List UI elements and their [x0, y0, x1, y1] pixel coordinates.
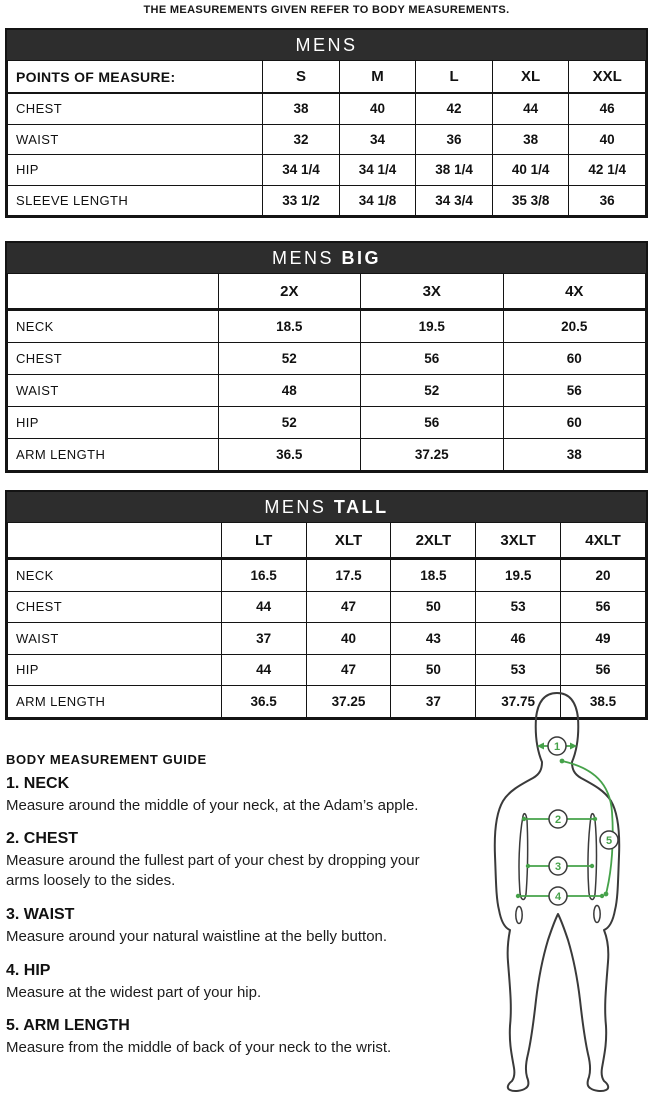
measure-value: 36 [416, 124, 493, 155]
measure-value: 56 [361, 343, 503, 375]
guide-item [6, 962, 456, 1003]
measure-label: WAIST [8, 375, 219, 407]
guide-item-text: Measure from the middle of back of your neck to the wrist. [6, 1039, 392, 1057]
size-tables [0, 28, 653, 720]
measure-value: 38 [263, 93, 340, 124]
measure-value: 38 [503, 439, 646, 471]
measure-value: 34 1/4 [263, 155, 340, 186]
measure-value: 20 [561, 559, 646, 592]
measure-value: 60 [503, 407, 646, 439]
size-column-header: XXL [569, 61, 646, 94]
measure-value: 47 [306, 591, 391, 623]
hand-gap-left [516, 907, 522, 924]
measure-value: 52 [218, 343, 360, 375]
measure-value: 33 1/2 [263, 185, 340, 216]
marker-1: 1 [553, 741, 561, 753]
measure-row [8, 93, 646, 124]
arm-gap-right [588, 814, 597, 900]
measure-value: 37 [391, 686, 476, 718]
measure-label: ARM LENGTH [8, 439, 219, 471]
measure-row [8, 124, 646, 155]
measure-value: 20.5 [503, 310, 646, 343]
hand-gap-right [594, 906, 600, 923]
measure-value: 19.5 [476, 559, 561, 592]
measure-value: 42 [416, 93, 493, 124]
size-column-header: L [416, 61, 493, 94]
corner-label [8, 274, 219, 310]
guide-item-heading: 4. HIP [6, 961, 51, 979]
measure-value: 46 [476, 623, 561, 655]
measure-value: 47 [306, 654, 391, 686]
measure-value: 34 3/4 [416, 185, 493, 216]
arm-gap-left [519, 814, 528, 900]
measure-row [8, 155, 646, 186]
measure-value: 37.25 [361, 439, 503, 471]
guide-item [6, 775, 456, 816]
measure-row [8, 185, 646, 216]
guide-item-text: Measure around the middle of your neck, at the Adam’s apple. [6, 796, 419, 814]
measure-value: 19.5 [361, 310, 503, 343]
measure-value: 50 [391, 591, 476, 623]
measure-value: 34 1/4 [339, 155, 416, 186]
measure-value: 48 [218, 375, 360, 407]
marker-3: 3 [554, 861, 562, 873]
measure-label: ARM LENGTH [8, 686, 222, 718]
measure-value: 38 1/4 [416, 155, 493, 186]
guide-item-text: Measure around your natural waistline at the belly button. [6, 927, 388, 945]
measure-value: 49 [561, 623, 646, 655]
measure-value: 53 [476, 654, 561, 686]
measure-value: 35 3/8 [492, 185, 569, 216]
measure-value: 44 [221, 654, 306, 686]
measure-value: 38.5 [561, 686, 646, 718]
measure-label: WAIST [8, 623, 222, 655]
measure-label: CHEST [8, 591, 222, 623]
measure-value: 32 [263, 124, 340, 155]
size-column-header: 4XLT [561, 523, 646, 559]
measure-value: 37.25 [306, 686, 391, 718]
size-column-header: S [263, 61, 340, 94]
measure-label: HIP [8, 407, 219, 439]
guide-item [6, 906, 456, 947]
size-column-header: M [339, 61, 416, 94]
size-table-mens-tall [5, 490, 648, 720]
marker-4: 4 [554, 891, 562, 903]
measure-value: 53 [476, 591, 561, 623]
measure-row [8, 343, 646, 375]
table-title-mens: MENS [7, 30, 646, 60]
corner-label [8, 523, 222, 559]
measure-value: 36.5 [218, 439, 360, 471]
measure-label: CHEST [8, 343, 219, 375]
size-column-header: 4X [503, 274, 646, 310]
guide-title: BODY MEASUREMENT GUIDE [6, 751, 207, 767]
measurement-note: THE MEASUREMENTS GIVEN REFER TO BODY MEASUREMENTS. [143, 4, 510, 16]
measure-value: 34 1/8 [339, 185, 416, 216]
guide-item-heading: 5. ARM LENGTH [6, 1017, 130, 1035]
measure-value: 44 [492, 93, 569, 124]
measure-markers [548, 737, 618, 905]
measure-value: 17.5 [306, 559, 391, 592]
size-column-header: 2X [218, 274, 360, 310]
measure-value: 16.5 [221, 559, 306, 592]
measure-value: 36.5 [221, 686, 306, 718]
measure-value: 37.75 [476, 686, 561, 718]
measure-value: 34 [339, 124, 416, 155]
measure-value: 37 [221, 623, 306, 655]
measure-value: 56 [561, 591, 646, 623]
measure-row [8, 375, 646, 407]
guide-item [6, 1017, 456, 1058]
measure-value: 52 [361, 375, 503, 407]
measure-value: 56 [361, 407, 503, 439]
measure-row [8, 559, 646, 592]
measure-label: SLEEVE LENGTH [8, 185, 263, 216]
guide-item [6, 830, 456, 891]
measure-value: 40 [569, 124, 646, 155]
marker-5: 5 [605, 835, 613, 847]
measure-row [8, 407, 646, 439]
size-table-mens [5, 28, 648, 218]
measure-value: 38 [492, 124, 569, 155]
measure-label: HIP [8, 155, 263, 186]
guide-item-heading: 3. WAIST [6, 905, 75, 923]
measure-row [8, 654, 646, 686]
guide-item-text: Measure at the widest part of your hip. [6, 983, 262, 1001]
measure-value: 44 [221, 591, 306, 623]
measure-value: 56 [503, 375, 646, 407]
measure-row [8, 623, 646, 655]
table-title-mens-tall: MENS TALL [7, 492, 646, 522]
measure-value: 43 [391, 623, 476, 655]
measure-value: 36 [569, 185, 646, 216]
measure-label: HIP [8, 654, 222, 686]
guide-item-heading: 1. NECK [6, 774, 70, 792]
measure-value: 40 1/4 [492, 155, 569, 186]
body-measurement-guide [6, 752, 456, 1059]
measure-value: 52 [218, 407, 360, 439]
measure-label: WAIST [8, 124, 263, 155]
measure-value: 46 [569, 93, 646, 124]
size-column-header: LT [221, 523, 306, 559]
marker-2: 2 [554, 814, 562, 826]
measure-value: 18.5 [218, 310, 360, 343]
body-figure-illustration [452, 688, 653, 1099]
measure-label: CHEST [8, 93, 263, 124]
size-table-mens-big [5, 241, 648, 473]
size-column-header: 3XLT [476, 523, 561, 559]
size-column-header: 2XLT [391, 523, 476, 559]
guide-list [6, 775, 456, 1059]
guide-item-text: Measure around the fullest part of your chest by dropping your arms loosely to the sides. [6, 852, 420, 890]
size-column-header: XLT [306, 523, 391, 559]
body-outline-figure [452, 688, 653, 1099]
measure-value: 56 [561, 654, 646, 686]
measure-value: 40 [339, 93, 416, 124]
measure-value: 18.5 [391, 559, 476, 592]
measure-row [8, 439, 646, 471]
guide-item-heading: 2. CHEST [6, 830, 79, 848]
measure-row [8, 310, 646, 343]
corner-label: POINTS OF MEASURE: [8, 61, 263, 94]
size-column-header: XL [492, 61, 569, 94]
size-column-header: 3X [361, 274, 503, 310]
measure-value: 60 [503, 343, 646, 375]
measure-value: 40 [306, 623, 391, 655]
measure-label: NECK [8, 310, 219, 343]
measure-value: 42 1/4 [569, 155, 646, 186]
measure-label: NECK [8, 559, 222, 592]
measure-row [8, 591, 646, 623]
measure-value: 50 [391, 654, 476, 686]
table-title-mens-big: MENS BIG [7, 243, 646, 273]
